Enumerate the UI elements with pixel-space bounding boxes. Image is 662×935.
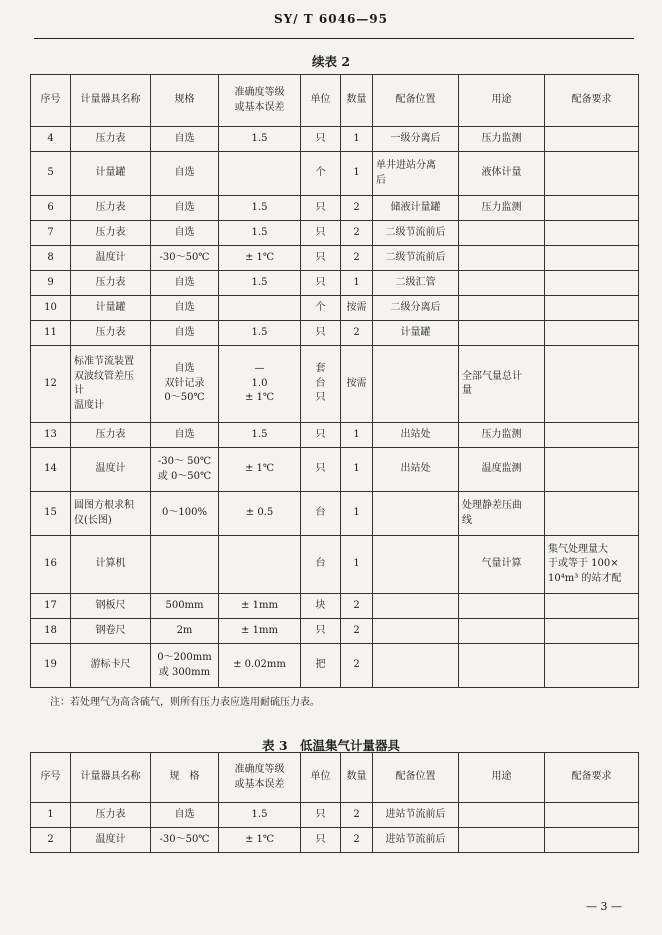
cell-quantity: 2 bbox=[341, 619, 373, 644]
table-row bbox=[31, 448, 639, 492]
cell-unit: 只 bbox=[301, 196, 341, 221]
cell-instrument-name: 标准节流装置 双波纹管差压 计 温度计 bbox=[71, 346, 151, 423]
cell-index: 15 bbox=[31, 492, 71, 536]
cell-purpose bbox=[459, 619, 545, 644]
column-header-purpose: 用途 bbox=[459, 753, 545, 803]
cell-requirement bbox=[545, 619, 639, 644]
cell-spec: 自选 bbox=[151, 321, 219, 346]
cell-quantity: 1 bbox=[341, 448, 373, 492]
cell-spec: 自选 bbox=[151, 423, 219, 448]
cell-instrument-name: 压力表 bbox=[71, 127, 151, 152]
cell-spec: -30～50℃ bbox=[151, 246, 219, 271]
cell-index: 8 bbox=[31, 246, 71, 271]
cell-requirement bbox=[545, 196, 639, 221]
cell-accuracy: ± 1mm bbox=[219, 619, 301, 644]
cell-instrument-name: 压力表 bbox=[71, 803, 151, 828]
cell-requirement bbox=[545, 321, 639, 346]
cell-instrument-name: 温度计 bbox=[71, 448, 151, 492]
cell-requirement bbox=[545, 448, 639, 492]
cell-accuracy: — 1.0 ± 1℃ bbox=[219, 346, 301, 423]
cell-purpose bbox=[459, 828, 545, 853]
cell-unit: 个 bbox=[301, 296, 341, 321]
cell-unit: 只 bbox=[301, 246, 341, 271]
table-row bbox=[31, 321, 639, 346]
cell-spec: 0～100% bbox=[151, 492, 219, 536]
cell-accuracy bbox=[219, 152, 301, 196]
cell-quantity: 按需 bbox=[341, 346, 373, 423]
cell-accuracy: 1.5 bbox=[219, 221, 301, 246]
cell-unit: 只 bbox=[301, 423, 341, 448]
cell-purpose bbox=[459, 246, 545, 271]
table3 bbox=[30, 752, 639, 853]
cell-accuracy bbox=[219, 536, 301, 594]
cell-requirement bbox=[545, 803, 639, 828]
cell-quantity: 2 bbox=[341, 321, 373, 346]
cell-quantity: 1 bbox=[341, 152, 373, 196]
cell-index: 5 bbox=[31, 152, 71, 196]
cell-purpose: 处理静差压曲 线 bbox=[459, 492, 545, 536]
column-header-spec: 规 格 bbox=[151, 753, 219, 803]
column-header-unit: 单位 bbox=[301, 753, 341, 803]
cell-requirement bbox=[545, 246, 639, 271]
cell-purpose: 气量计算 bbox=[459, 536, 545, 594]
cell-purpose bbox=[459, 296, 545, 321]
cell-instrument-name: 压力表 bbox=[71, 321, 151, 346]
cell-instrument-name: 温度计 bbox=[71, 246, 151, 271]
cell-instrument-name: 钢板尺 bbox=[71, 594, 151, 619]
cell-purpose bbox=[459, 221, 545, 246]
cell-accuracy: 1.5 bbox=[219, 127, 301, 152]
cell-location bbox=[373, 619, 459, 644]
column-header-spec: 规格 bbox=[151, 75, 219, 127]
table-row bbox=[31, 828, 639, 853]
cell-unit: 只 bbox=[301, 619, 341, 644]
table3-caption: 表 3 低温集气计量器具 bbox=[261, 738, 401, 753]
column-header-quantity: 数量 bbox=[341, 753, 373, 803]
cell-index: 1 bbox=[31, 803, 71, 828]
cell-spec: -30～50℃ bbox=[151, 828, 219, 853]
table-row bbox=[31, 346, 639, 423]
cell-quantity: 2 bbox=[341, 246, 373, 271]
table-row bbox=[31, 644, 639, 688]
column-header-accuracy: 准确度等级 或基本误差 bbox=[219, 75, 301, 127]
cell-requirement bbox=[545, 423, 639, 448]
cell-unit: 个 bbox=[301, 152, 341, 196]
cell-spec: 自选 bbox=[151, 296, 219, 321]
cell-location bbox=[373, 346, 459, 423]
cell-location bbox=[373, 594, 459, 619]
cell-unit: 把 bbox=[301, 644, 341, 688]
table2-caption: 续表 2 bbox=[311, 54, 351, 69]
cell-location: 进站节流前后 bbox=[373, 828, 459, 853]
cell-instrument-name: 钢卷尺 bbox=[71, 619, 151, 644]
page-number: — 3 — bbox=[586, 900, 622, 913]
cell-purpose: 全部气量总计 量 bbox=[459, 346, 545, 423]
cell-index: 7 bbox=[31, 221, 71, 246]
table-row bbox=[31, 296, 639, 321]
cell-requirement bbox=[545, 152, 639, 196]
cell-instrument-name: 压力表 bbox=[71, 221, 151, 246]
cell-accuracy: ± 1℃ bbox=[219, 246, 301, 271]
column-header-location: 配备位置 bbox=[373, 753, 459, 803]
column-header-index: 序号 bbox=[31, 753, 71, 803]
cell-accuracy: 1.5 bbox=[219, 271, 301, 296]
cell-requirement bbox=[545, 828, 639, 853]
cell-quantity: 1 bbox=[341, 423, 373, 448]
cell-location bbox=[373, 492, 459, 536]
cell-instrument-name: 圆图方根求积 仪(长图) bbox=[71, 492, 151, 536]
cell-index: 12 bbox=[31, 346, 71, 423]
table2-header-row bbox=[31, 75, 639, 127]
table-row bbox=[31, 271, 639, 296]
cell-purpose bbox=[459, 644, 545, 688]
cell-spec: 自选 双针记录 0～50℃ bbox=[151, 346, 219, 423]
cell-requirement bbox=[545, 644, 639, 688]
cell-index: 16 bbox=[31, 536, 71, 594]
cell-requirement bbox=[545, 221, 639, 246]
cell-instrument-name: 压力表 bbox=[71, 423, 151, 448]
column-header-unit: 单位 bbox=[301, 75, 341, 127]
cell-unit: 只 bbox=[301, 321, 341, 346]
cell-quantity: 2 bbox=[341, 644, 373, 688]
table-note: 注：若处理气为高含硫气，则所有压力表应选用耐硫压力表。 bbox=[50, 697, 320, 708]
table-row bbox=[31, 127, 639, 152]
cell-quantity: 2 bbox=[341, 594, 373, 619]
cell-location: 计量罐 bbox=[373, 321, 459, 346]
table-row bbox=[31, 246, 639, 271]
table-row bbox=[31, 196, 639, 221]
cell-quantity: 2 bbox=[341, 828, 373, 853]
cell-accuracy: ± 1℃ bbox=[219, 448, 301, 492]
cell-unit: 只 bbox=[301, 828, 341, 853]
header-rule bbox=[34, 38, 634, 39]
cell-instrument-name: 温度计 bbox=[71, 828, 151, 853]
cell-purpose bbox=[459, 803, 545, 828]
cell-requirement bbox=[545, 271, 639, 296]
cell-purpose: 压力监测 bbox=[459, 127, 545, 152]
cell-spec: 自选 bbox=[151, 152, 219, 196]
cell-spec bbox=[151, 536, 219, 594]
cell-index: 11 bbox=[31, 321, 71, 346]
cell-unit: 块 bbox=[301, 594, 341, 619]
table-row bbox=[31, 492, 639, 536]
table-row bbox=[31, 619, 639, 644]
cell-index: 4 bbox=[31, 127, 71, 152]
table2 bbox=[30, 74, 639, 688]
cell-location: 二级节流前后 bbox=[373, 221, 459, 246]
column-header-purpose: 用途 bbox=[459, 75, 545, 127]
table-row bbox=[31, 803, 639, 828]
cell-purpose bbox=[459, 271, 545, 296]
table-row bbox=[31, 594, 639, 619]
column-header-instrument-name: 计量器具名称 bbox=[71, 753, 151, 803]
cell-spec: 自选 bbox=[151, 221, 219, 246]
column-header-requirement: 配备要求 bbox=[545, 75, 639, 127]
cell-spec: -30～ 50℃ 或 0～50℃ bbox=[151, 448, 219, 492]
cell-instrument-name: 计量罐 bbox=[71, 152, 151, 196]
cell-accuracy bbox=[219, 296, 301, 321]
cell-index: 18 bbox=[31, 619, 71, 644]
cell-instrument-name: 压力表 bbox=[71, 196, 151, 221]
cell-quantity: 2 bbox=[341, 196, 373, 221]
cell-instrument-name: 计算机 bbox=[71, 536, 151, 594]
cell-quantity: 按需 bbox=[341, 296, 373, 321]
cell-purpose bbox=[459, 321, 545, 346]
cell-unit: 只 bbox=[301, 221, 341, 246]
cell-accuracy: ± 0.02mm bbox=[219, 644, 301, 688]
cell-accuracy: 1.5 bbox=[219, 803, 301, 828]
cell-location: 进站节流前后 bbox=[373, 803, 459, 828]
cell-quantity: 1 bbox=[341, 492, 373, 536]
standard-code-header: SY/ T 6046—95 bbox=[274, 12, 388, 26]
cell-spec: 0～200mm 或 300mm bbox=[151, 644, 219, 688]
column-header-instrument-name: 计量器具名称 bbox=[71, 75, 151, 127]
cell-quantity: 1 bbox=[341, 536, 373, 594]
table-row bbox=[31, 423, 639, 448]
cell-purpose: 温度监测 bbox=[459, 448, 545, 492]
cell-unit: 只 bbox=[301, 127, 341, 152]
table-row bbox=[31, 221, 639, 246]
cell-accuracy: 1.5 bbox=[219, 321, 301, 346]
cell-spec: 500mm bbox=[151, 594, 219, 619]
cell-accuracy: 1.5 bbox=[219, 196, 301, 221]
cell-accuracy: 1.5 bbox=[219, 423, 301, 448]
cell-requirement bbox=[545, 127, 639, 152]
cell-requirement bbox=[545, 594, 639, 619]
cell-purpose: 压力监测 bbox=[459, 423, 545, 448]
cell-unit: 台 bbox=[301, 536, 341, 594]
cell-unit: 台 bbox=[301, 492, 341, 536]
column-header-location: 配备位置 bbox=[373, 75, 459, 127]
cell-location: 出站处 bbox=[373, 423, 459, 448]
cell-location bbox=[373, 644, 459, 688]
cell-index: 6 bbox=[31, 196, 71, 221]
cell-quantity: 1 bbox=[341, 127, 373, 152]
cell-location: 二级汇管 bbox=[373, 271, 459, 296]
table3-header-row bbox=[31, 753, 639, 803]
cell-index: 9 bbox=[31, 271, 71, 296]
cell-quantity: 2 bbox=[341, 803, 373, 828]
cell-location: 储液计量罐 bbox=[373, 196, 459, 221]
cell-location: 出站处 bbox=[373, 448, 459, 492]
cell-spec: 自选 bbox=[151, 196, 219, 221]
cell-index: 17 bbox=[31, 594, 71, 619]
cell-requirement bbox=[545, 296, 639, 321]
cell-accuracy: ± 1mm bbox=[219, 594, 301, 619]
cell-instrument-name: 游标卡尺 bbox=[71, 644, 151, 688]
cell-spec: 2m bbox=[151, 619, 219, 644]
cell-quantity: 2 bbox=[341, 221, 373, 246]
cell-spec: 自选 bbox=[151, 803, 219, 828]
cell-accuracy: ± 1℃ bbox=[219, 828, 301, 853]
cell-index: 13 bbox=[31, 423, 71, 448]
cell-location bbox=[373, 536, 459, 594]
column-header-quantity: 数量 bbox=[341, 75, 373, 127]
cell-purpose bbox=[459, 594, 545, 619]
cell-spec: 自选 bbox=[151, 271, 219, 296]
cell-unit: 只 bbox=[301, 803, 341, 828]
cell-location: 一级分离后 bbox=[373, 127, 459, 152]
table-row bbox=[31, 536, 639, 594]
table-row bbox=[31, 152, 639, 196]
cell-unit: 只 bbox=[301, 448, 341, 492]
column-header-accuracy: 准确度等级 或基本误差 bbox=[219, 753, 301, 803]
column-header-requirement: 配备要求 bbox=[545, 753, 639, 803]
cell-instrument-name: 压力表 bbox=[71, 271, 151, 296]
cell-requirement bbox=[545, 346, 639, 423]
cell-requirement: 集气处理量大 于或等于 100× 10⁴m³ 的站才配 bbox=[545, 536, 639, 594]
cell-quantity: 1 bbox=[341, 271, 373, 296]
cell-purpose: 压力监测 bbox=[459, 196, 545, 221]
cell-location: 单井进站分离 后 bbox=[373, 152, 459, 196]
column-header-index: 序号 bbox=[31, 75, 71, 127]
cell-purpose: 液体计量 bbox=[459, 152, 545, 196]
cell-unit: 套 台 只 bbox=[301, 346, 341, 423]
cell-spec: 自选 bbox=[151, 127, 219, 152]
cell-location: 二级节流前后 bbox=[373, 246, 459, 271]
cell-location: 二级分离后 bbox=[373, 296, 459, 321]
cell-requirement bbox=[545, 492, 639, 536]
cell-unit: 只 bbox=[301, 271, 341, 296]
cell-accuracy: ± 0.5 bbox=[219, 492, 301, 536]
cell-instrument-name: 计量罐 bbox=[71, 296, 151, 321]
cell-index: 14 bbox=[31, 448, 71, 492]
cell-index: 10 bbox=[31, 296, 71, 321]
cell-index: 19 bbox=[31, 644, 71, 688]
cell-index: 2 bbox=[31, 828, 71, 853]
